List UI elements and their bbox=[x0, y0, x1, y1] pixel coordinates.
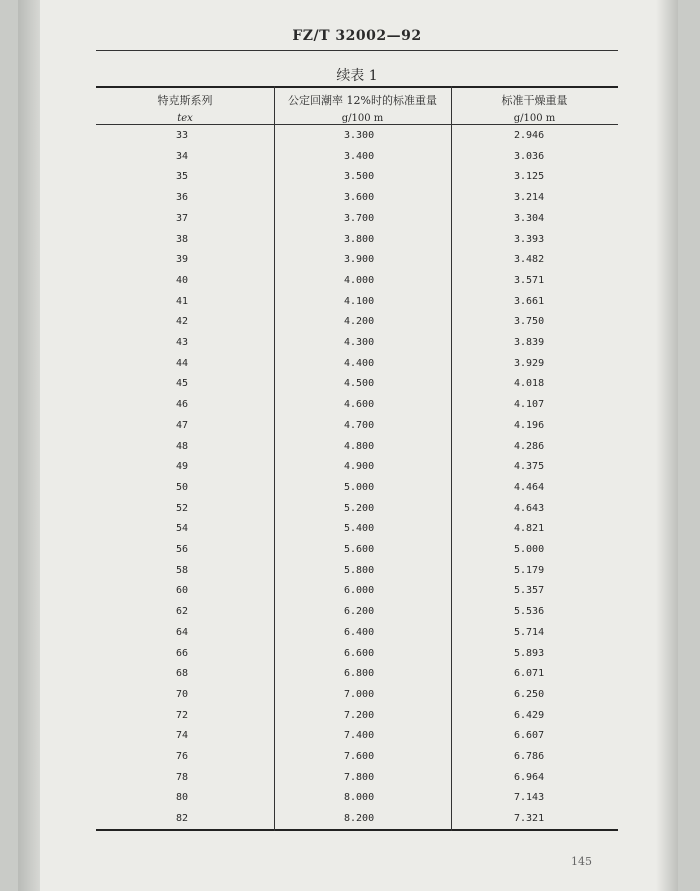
column-header-unit: g/100 m bbox=[341, 113, 384, 124]
table-title: 续表 1 bbox=[336, 68, 378, 84]
dry-weight-value: 6.786 bbox=[514, 751, 545, 762]
standard-weight-value: 3.300 bbox=[344, 130, 375, 141]
table-row bbox=[96, 375, 618, 395]
column-header-unit: tex bbox=[177, 113, 193, 124]
standard-weight-value: 6.600 bbox=[344, 647, 375, 659]
standard-weight-value: 3.500 bbox=[344, 171, 375, 183]
dry-weight-value: 5.714 bbox=[514, 626, 545, 638]
standard-weight-value: 3.700 bbox=[344, 212, 375, 224]
standard-weight-value: 8.200 bbox=[344, 813, 375, 825]
table-row bbox=[96, 665, 618, 685]
table-row bbox=[96, 727, 618, 747]
dry-weight-value: 3.125 bbox=[514, 171, 545, 183]
tex-value: 64 bbox=[176, 626, 189, 638]
table-row bbox=[96, 355, 618, 375]
dry-weight-value: 5.357 bbox=[514, 585, 545, 597]
standard-weight-value: 8.000 bbox=[344, 792, 375, 804]
dry-weight-value: 3.839 bbox=[514, 337, 545, 348]
tex-value: 58 bbox=[176, 564, 189, 576]
table-row bbox=[96, 789, 618, 809]
dry-weight-value: 6.250 bbox=[514, 688, 545, 700]
dry-weight-value: 4.286 bbox=[514, 440, 545, 452]
tex-value: 42 bbox=[176, 316, 189, 328]
standard-weight-value: 5.000 bbox=[344, 481, 375, 493]
table-row bbox=[96, 603, 618, 623]
table-row bbox=[96, 251, 618, 271]
standard-weight-value: 4.700 bbox=[344, 419, 375, 431]
table-row bbox=[96, 438, 618, 458]
dry-weight-value: 3.750 bbox=[514, 316, 545, 328]
tex-value: 80 bbox=[176, 792, 189, 804]
table-row bbox=[96, 272, 618, 292]
data-table bbox=[96, 86, 618, 831]
column-header-label: 公定回潮率 12%时的标准重量 bbox=[288, 94, 437, 107]
standard-weight-value: 7.200 bbox=[344, 709, 375, 721]
table-row bbox=[96, 293, 618, 313]
standard-code: FZ/T 32002—92 bbox=[292, 28, 422, 44]
tex-value: 52 bbox=[176, 502, 189, 514]
table-row bbox=[96, 417, 618, 437]
table-row bbox=[96, 127, 618, 147]
table-row bbox=[96, 334, 618, 354]
dry-weight-value: 4.375 bbox=[514, 461, 545, 473]
table-row bbox=[96, 313, 618, 333]
dry-weight-value: 6.071 bbox=[514, 668, 545, 680]
tex-value: 72 bbox=[176, 709, 189, 721]
table-body bbox=[96, 127, 618, 827]
tex-value: 35 bbox=[176, 171, 189, 183]
standard-weight-value: 7.600 bbox=[344, 751, 375, 762]
table-row bbox=[96, 458, 618, 478]
table-row bbox=[96, 748, 618, 768]
standard-weight-value: 5.400 bbox=[344, 523, 375, 535]
tex-value: 36 bbox=[176, 192, 189, 204]
dry-weight-value: 7.143 bbox=[514, 792, 545, 804]
dry-weight-value: 5.179 bbox=[514, 564, 545, 576]
tex-value: 40 bbox=[176, 274, 189, 286]
column-header-label: 特克斯系列 bbox=[157, 94, 213, 107]
page-edge-shadow bbox=[656, 0, 678, 891]
dry-weight-value: 4.821 bbox=[514, 523, 545, 535]
standard-weight-value: 6.400 bbox=[344, 626, 375, 638]
document-page bbox=[18, 0, 678, 891]
tex-value: 76 bbox=[176, 751, 189, 762]
tex-value: 68 bbox=[176, 668, 189, 680]
tex-value: 43 bbox=[176, 337, 189, 348]
tex-value: 44 bbox=[176, 357, 189, 369]
book-spine-shadow bbox=[18, 0, 40, 891]
dry-weight-value: 4.107 bbox=[514, 399, 545, 411]
table-row bbox=[96, 189, 618, 209]
dry-weight-value: 3.214 bbox=[514, 192, 545, 204]
table-row bbox=[96, 210, 618, 230]
tex-value: 41 bbox=[176, 295, 189, 307]
standard-weight-value: 7.000 bbox=[344, 688, 375, 700]
table-row bbox=[96, 479, 618, 499]
page-number: 145 bbox=[571, 855, 592, 868]
standard-weight-value: 4.800 bbox=[344, 440, 375, 452]
dry-weight-value: 3.571 bbox=[514, 274, 545, 286]
dry-weight-value: 3.304 bbox=[514, 212, 545, 224]
dry-weight-value: 4.018 bbox=[514, 378, 545, 390]
tex-value: 50 bbox=[176, 481, 189, 493]
tex-value: 47 bbox=[176, 419, 189, 431]
tex-value: 37 bbox=[176, 212, 189, 224]
standard-weight-value: 5.600 bbox=[344, 544, 375, 555]
table-row bbox=[96, 168, 618, 188]
standard-weight-value: 4.100 bbox=[344, 295, 375, 307]
dry-weight-value: 3.393 bbox=[514, 233, 545, 245]
dry-weight-value: 3.036 bbox=[514, 150, 545, 162]
standard-weight-value: 3.400 bbox=[344, 150, 375, 162]
table-row bbox=[96, 769, 618, 789]
dry-weight-value: 6.607 bbox=[514, 730, 545, 742]
header-rule bbox=[96, 50, 618, 51]
standard-weight-value: 4.400 bbox=[344, 357, 375, 369]
tex-value: 46 bbox=[176, 399, 189, 411]
tex-value: 56 bbox=[176, 544, 189, 555]
tex-value: 48 bbox=[176, 440, 189, 452]
tex-value: 82 bbox=[176, 813, 189, 825]
standard-weight-value: 7.800 bbox=[344, 771, 375, 783]
table-row bbox=[96, 810, 618, 830]
dry-weight-value: 3.482 bbox=[514, 254, 545, 266]
dry-weight-value: 6.429 bbox=[514, 709, 545, 721]
dry-weight-value: 4.643 bbox=[514, 502, 545, 514]
dry-weight-value: 4.196 bbox=[514, 419, 545, 431]
standard-weight-value: 6.000 bbox=[344, 585, 375, 597]
tex-value: 39 bbox=[176, 254, 189, 266]
dry-weight-value: 5.000 bbox=[514, 544, 545, 555]
column-header-tex bbox=[96, 92, 274, 128]
table-row bbox=[96, 148, 618, 168]
standard-weight-value: 6.200 bbox=[344, 606, 375, 618]
table-row bbox=[96, 686, 618, 706]
standard-weight-value: 4.000 bbox=[344, 274, 375, 286]
standard-weight-value: 5.200 bbox=[344, 502, 375, 514]
column-header-dry-weight bbox=[451, 92, 618, 128]
table-row bbox=[96, 645, 618, 665]
table-row bbox=[96, 231, 618, 251]
standard-weight-value: 7.400 bbox=[344, 730, 375, 742]
dry-weight-value: 5.893 bbox=[514, 647, 545, 659]
column-header-label: 标准干燥重量 bbox=[501, 94, 568, 107]
tex-value: 60 bbox=[176, 585, 189, 597]
tex-value: 45 bbox=[176, 378, 189, 390]
standard-weight-value: 5.800 bbox=[344, 564, 375, 576]
table-row bbox=[96, 707, 618, 727]
dry-weight-value: 4.464 bbox=[514, 481, 545, 493]
dry-weight-value: 7.321 bbox=[514, 813, 545, 825]
table-row bbox=[96, 520, 618, 540]
tex-value: 74 bbox=[176, 730, 189, 742]
tex-value: 66 bbox=[176, 647, 189, 659]
tex-value: 70 bbox=[176, 688, 189, 700]
standard-weight-value: 6.800 bbox=[344, 668, 375, 680]
column-header-standard-weight bbox=[274, 92, 451, 128]
tex-value: 78 bbox=[176, 771, 189, 783]
standard-weight-value: 4.200 bbox=[344, 316, 375, 328]
column-header-unit: g/100 m bbox=[513, 113, 556, 124]
table-row bbox=[96, 541, 618, 561]
standard-weight-value: 4.600 bbox=[344, 399, 375, 411]
tex-value: 62 bbox=[176, 606, 189, 618]
tex-value: 33 bbox=[176, 130, 189, 141]
table-row bbox=[96, 562, 618, 582]
dry-weight-value: 3.929 bbox=[514, 357, 545, 369]
tex-value: 49 bbox=[176, 461, 189, 473]
table-top-rule bbox=[96, 86, 618, 88]
standard-weight-value: 3.600 bbox=[344, 192, 375, 204]
standard-weight-value: 4.500 bbox=[344, 378, 375, 390]
table-row bbox=[96, 582, 618, 602]
table-row bbox=[96, 624, 618, 644]
standard-weight-value: 3.800 bbox=[344, 233, 375, 245]
dry-weight-value: 6.964 bbox=[514, 771, 545, 783]
standard-weight-value: 4.900 bbox=[344, 461, 375, 473]
dry-weight-value: 3.661 bbox=[514, 295, 545, 307]
table-row bbox=[96, 396, 618, 416]
tex-value: 34 bbox=[176, 150, 189, 162]
standard-weight-value: 3.900 bbox=[344, 254, 375, 266]
tex-value: 54 bbox=[176, 523, 189, 535]
standard-weight-value: 4.300 bbox=[344, 337, 375, 348]
tex-value: 38 bbox=[176, 233, 189, 245]
dry-weight-value: 5.536 bbox=[514, 606, 545, 618]
table-row bbox=[96, 500, 618, 520]
dry-weight-value: 2.946 bbox=[514, 130, 545, 141]
